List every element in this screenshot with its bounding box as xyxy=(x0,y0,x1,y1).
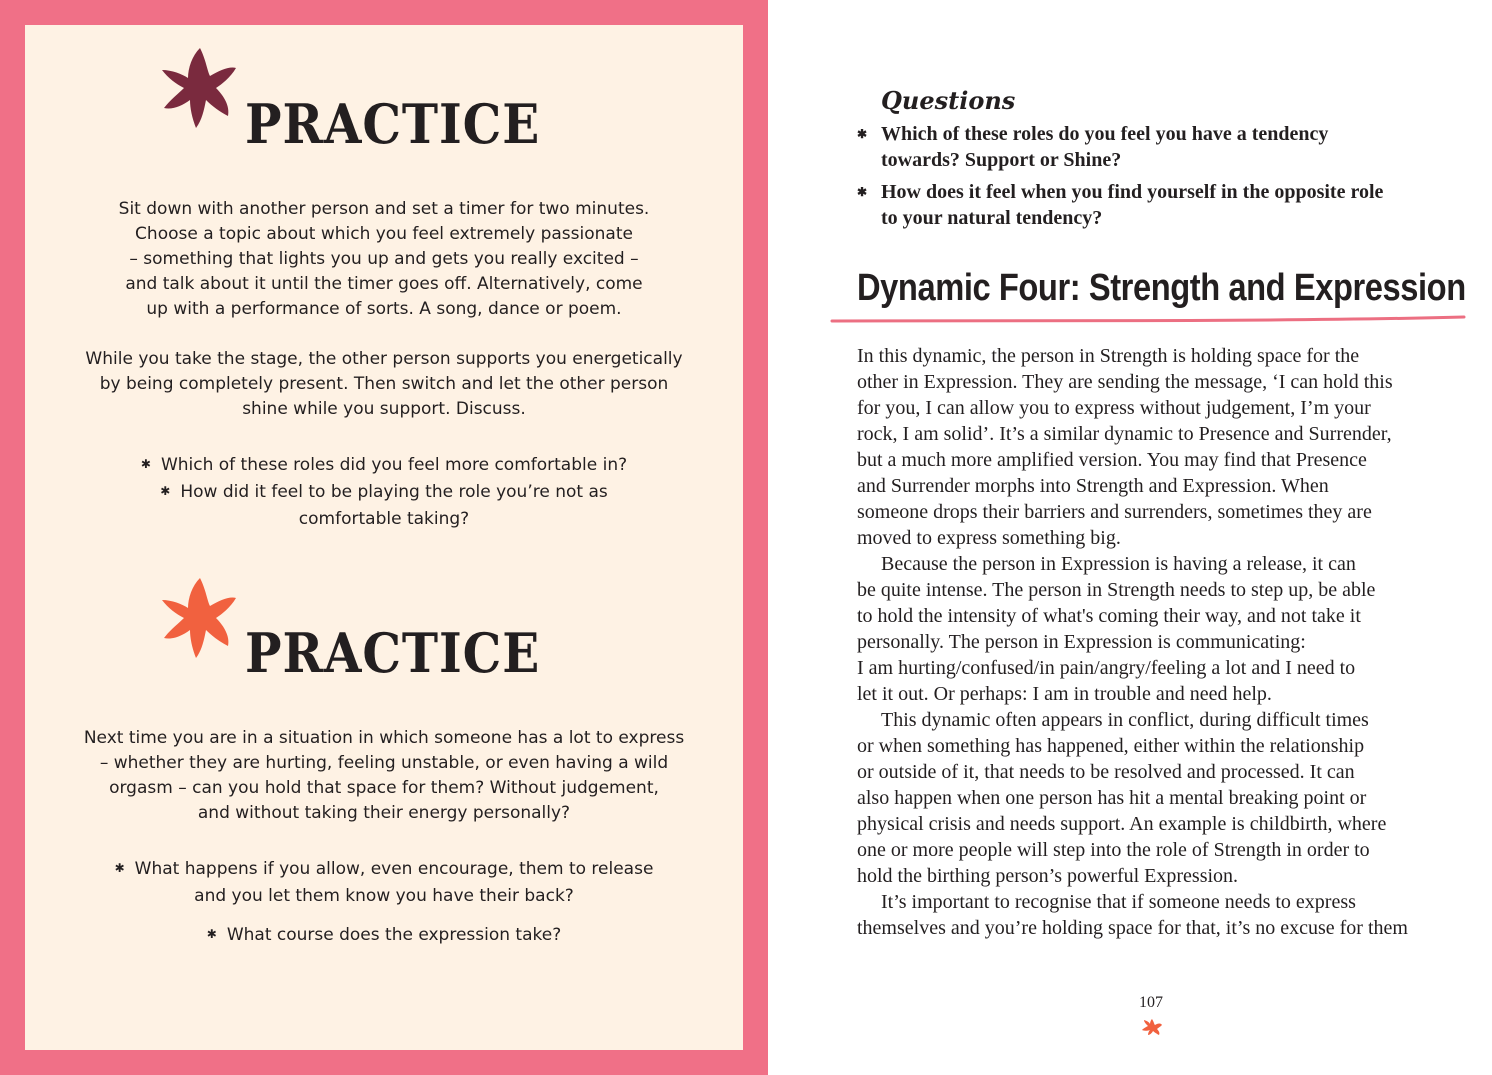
star-burst-icon xyxy=(160,576,238,660)
practice-1-paragraph-1 xyxy=(80,197,688,322)
question-text: and you let them know you have their back? xyxy=(194,886,574,906)
question-text xyxy=(881,121,1457,173)
bullet-star-icon: ✱ xyxy=(206,927,217,941)
body-text-line: be quite intense. The person in Strength needs to step up, be able xyxy=(857,579,1376,601)
body-text-line: moved to express something big. xyxy=(857,527,1121,549)
body-text-line: physical crisis and needs support. An example is childbirth, where xyxy=(857,813,1387,835)
text-line: Next time you are in a situation in which someone has a lot to express xyxy=(83,728,685,748)
body-text-line: and Surrender morphs into Strength and Expression. When xyxy=(857,475,1329,497)
question-line: towards? Support or Shine? xyxy=(881,149,1122,171)
bullet-star-icon: ✱ xyxy=(140,457,151,471)
text-line: Sit down with another person and set a timer for two minutes. xyxy=(118,199,650,219)
practice-1-question-1 xyxy=(80,451,688,479)
star-burst-icon xyxy=(160,46,238,130)
body-text xyxy=(857,343,1457,941)
practice-2-question-2 xyxy=(80,921,688,949)
practice-1-paragraph-2 xyxy=(80,347,688,422)
question-text xyxy=(881,179,1457,231)
text-line: orgasm – can you hold that space for them? Without judgement, xyxy=(109,778,659,798)
text-line: – something that lights you up and gets you really excited – xyxy=(129,249,639,269)
text-line: and talk about it until the timer goes off. Alternatively, come xyxy=(125,274,643,294)
text-line: by being completely present. Then switch and let the other person xyxy=(99,374,669,394)
right-question-2 xyxy=(857,179,1457,231)
question-text: How did it feel to be playing the role you’re not as xyxy=(180,482,608,502)
body-text-line: or when something has happened, either within the relationship xyxy=(857,735,1365,757)
practice-heading-2: PRACTICE xyxy=(245,621,541,685)
body-text-line: In this dynamic, the person in Strength is holding space for the xyxy=(857,345,1360,367)
question-line: How does it feel when you find yourself in the opposite role xyxy=(881,181,1384,203)
text-line: Choose a topic about which you feel extremely passionate xyxy=(135,224,633,244)
heading-underline xyxy=(830,312,1466,326)
practice-2-paragraph xyxy=(80,726,688,826)
body-text-line: or outside of it, that needs to be resolved and processed. It can xyxy=(857,761,1355,783)
page-mark-icon xyxy=(1141,1018,1163,1036)
text-line: up with a performance of sorts. A song, dance or poem. xyxy=(146,299,622,319)
bullet-star-icon: ✱ xyxy=(857,185,868,199)
question-line: to your natural tendency? xyxy=(881,207,1103,229)
body-text-line: to hold the intensity of what's coming their way, and not take it xyxy=(857,605,1361,627)
page-number: 107 xyxy=(1139,994,1163,1011)
body-text-line: one or more people will step into the role of Strength in order to xyxy=(857,839,1370,861)
body-text-line: also happen when one person has hit a mental breaking point or xyxy=(857,787,1367,809)
question-line: Which of these roles do you feel you have a tendency xyxy=(881,123,1329,145)
body-text-line: personally. The person in Expression is communicating: xyxy=(857,631,1306,653)
bullet-star-icon: ✱ xyxy=(857,127,868,141)
text-line: shine while you support. Discuss. xyxy=(242,399,526,419)
practice-heading-1: PRACTICE xyxy=(245,92,541,156)
right-question-1 xyxy=(857,121,1457,173)
body-text-line: It’s important to recognise that if someone needs to express xyxy=(881,891,1356,913)
body-text-line: other in Expression. They are sending the message, ‘I can hold this xyxy=(857,371,1393,393)
practice-2-question-1 xyxy=(80,855,688,910)
bullet-star-icon: ✱ xyxy=(114,861,125,875)
practice-1-question-2 xyxy=(80,478,688,533)
section-heading: Dynamic Four: Strength and Expression xyxy=(857,267,1466,309)
text-line: While you take the stage, the other person supports you energetically xyxy=(85,349,683,369)
text-line: and without taking their energy personally? xyxy=(197,803,571,823)
body-text-line: This dynamic often appears in conflict, during difficult times xyxy=(881,709,1369,731)
question-text: comfortable taking? xyxy=(298,509,470,529)
body-text-line: Because the person in Expression is having a release, it can xyxy=(881,553,1356,575)
body-text-line: but a much more amplified version. You may find that Presence xyxy=(857,449,1367,471)
question-text: Which of these roles did you feel more comfortable in? xyxy=(160,455,628,475)
body-text-line: let it out. Or perhaps: I am in trouble and need help. xyxy=(857,683,1272,705)
body-text-line: I am hurting/confused/in pain/angry/feeling a lot and I need to xyxy=(857,657,1356,679)
questions-heading: Questions xyxy=(881,86,1016,115)
body-text-line: rock, I am solid’. It’s a similar dynamic to Presence and Surrender, xyxy=(857,423,1392,445)
body-text-line: someone drops their barriers and surrenders, sometimes they are xyxy=(857,501,1372,523)
question-text: What happens if you allow, even encourage, them to release xyxy=(134,859,654,879)
bullet-star-icon: ✱ xyxy=(160,484,171,498)
text-line: – whether they are hurting, feeling unstable, or even having a wild xyxy=(99,753,669,773)
body-text-line: themselves and you’re holding space for that, it’s no excuse for them xyxy=(857,917,1408,939)
body-text-line: for you, I can allow you to express without judgement, I’m your xyxy=(857,397,1371,419)
body-text-line: hold the birthing person’s powerful Expression. xyxy=(857,865,1239,887)
question-text: What course does the expression take? xyxy=(226,925,562,945)
